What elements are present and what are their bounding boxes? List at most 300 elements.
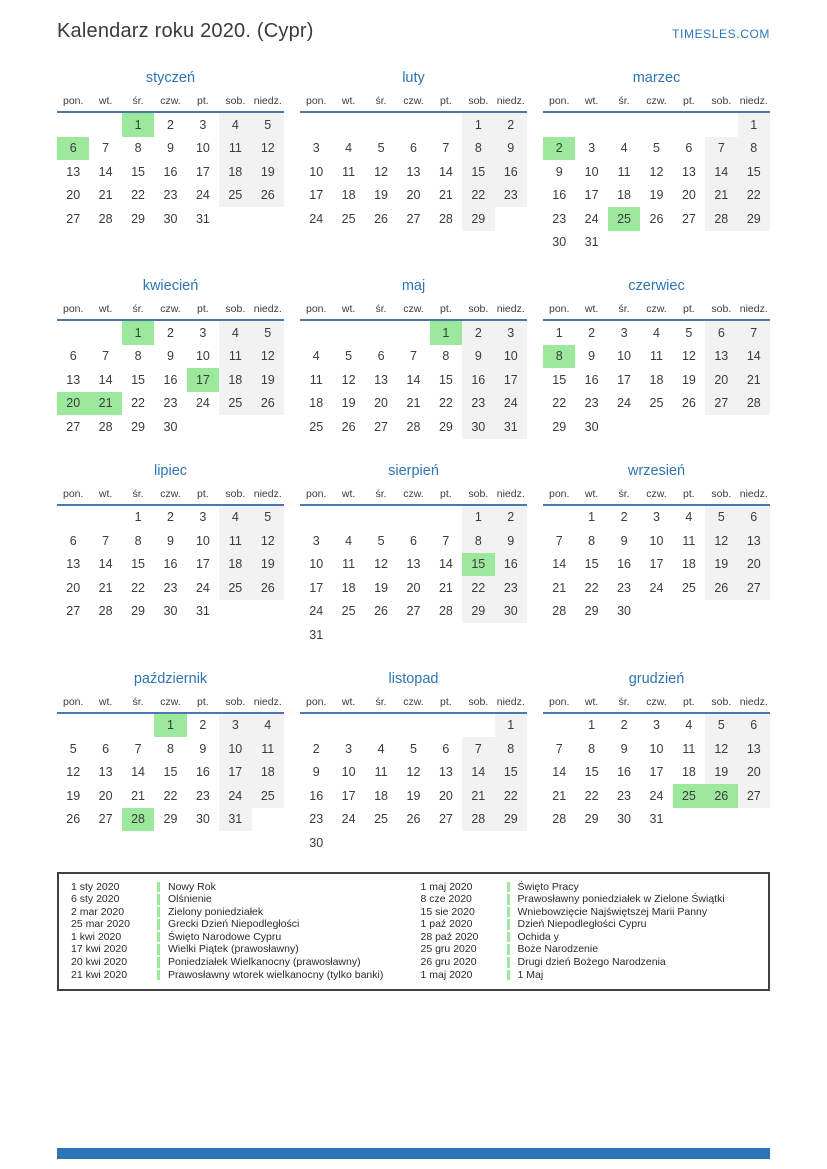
day-september-3: 3 (653, 510, 660, 525)
day-november-12: 12 (406, 765, 421, 780)
day-july-28: 28 (98, 604, 113, 619)
week-row (543, 207, 770, 231)
day-august-7: 7 (442, 533, 450, 548)
month-grid-september (543, 486, 770, 624)
day-december-31: 31 (649, 812, 664, 827)
weekday-header-3: czw. (646, 303, 667, 315)
month-may (300, 278, 527, 439)
day-april-24: 24 (195, 396, 210, 411)
week-row (57, 415, 284, 439)
empty-cell (122, 713, 154, 738)
weekday-header-1: wt. (98, 695, 113, 708)
day-november-6: 6 (442, 741, 450, 756)
day-september-5: 5 (705, 505, 737, 530)
day-october-3: 3 (219, 713, 251, 738)
holiday-marker (507, 882, 510, 893)
day-april-29: 29 (131, 419, 145, 434)
month-october (57, 671, 284, 855)
month-grid-december (543, 694, 770, 832)
empty-cell (89, 112, 121, 137)
holiday-marker (507, 919, 510, 930)
weekday-header-1: wt. (98, 303, 113, 315)
day-november-24: 24 (341, 812, 356, 827)
month-title-december: grudzień (628, 670, 685, 687)
day-july-13: 13 (66, 557, 81, 572)
day-february-18: 18 (341, 188, 356, 203)
holiday-marker (157, 907, 160, 918)
day-july-2: 2 (167, 510, 174, 525)
weekday-header-0: pon. (62, 303, 84, 315)
week-row (543, 415, 770, 439)
legend-item (421, 956, 757, 969)
day-may-11: 11 (309, 372, 323, 387)
day-april-22: 22 (131, 396, 145, 411)
day-march-27: 27 (681, 211, 696, 226)
day-april-30: 30 (163, 419, 178, 434)
month-grid-october (57, 694, 284, 832)
day-april-17: 17 (187, 368, 219, 392)
legend-item (71, 906, 407, 919)
day-january-6: 6 (57, 137, 89, 161)
day-february-9: 9 (495, 137, 527, 161)
day-november-7: 7 (462, 737, 494, 761)
day-april-1: 1 (122, 320, 154, 345)
day-june-23: 23 (584, 396, 599, 411)
day-october-22: 22 (163, 788, 178, 803)
week-row (57, 808, 284, 832)
day-may-19: 19 (341, 396, 356, 411)
weekday-header-5: sob. (468, 303, 489, 315)
day-january-20: 20 (66, 188, 81, 203)
legend-label: Drugi dzień Bożego Narodzenia (517, 956, 666, 969)
day-december-10: 10 (649, 741, 664, 756)
day-august-13: 13 (406, 557, 421, 572)
weekday-header-6: niedz. (739, 95, 768, 107)
weekday-header-1: wt. (584, 95, 599, 107)
week-row (543, 392, 770, 416)
week-row (543, 137, 770, 161)
day-may-31: 31 (495, 415, 527, 439)
legend-date: 20 kwi 2020 (71, 956, 128, 969)
day-april-21: 21 (89, 392, 121, 416)
legend-label: Ochida y (517, 930, 559, 943)
day-march-7: 7 (705, 137, 737, 161)
weekday-header-1: wt. (98, 487, 113, 500)
day-may-26: 26 (341, 419, 356, 434)
empty-cell (397, 505, 429, 530)
month-august (300, 463, 527, 647)
weekday-header-2: śr. (375, 695, 387, 708)
weekday-header-6: niedz. (739, 487, 768, 500)
month-grid-february (300, 93, 527, 231)
week-row (300, 505, 527, 530)
day-june-2: 2 (588, 325, 596, 340)
empty-cell (57, 320, 89, 345)
week-row (543, 505, 770, 530)
day-december-23: 23 (617, 788, 631, 803)
week-row (57, 184, 284, 208)
day-august-25: 25 (341, 604, 356, 619)
weekday-header-1: wt. (341, 303, 356, 315)
day-may-10: 10 (495, 345, 527, 369)
day-august-5: 5 (377, 533, 385, 548)
empty-cell (430, 713, 462, 738)
day-august-18: 18 (341, 580, 356, 595)
day-march-25: 25 (608, 207, 640, 231)
weekday-header-2: śr. (375, 303, 387, 315)
day-february-22: 22 (462, 184, 494, 208)
day-december-28: 28 (552, 812, 567, 827)
week-row (300, 713, 527, 738)
day-march-9: 9 (555, 164, 563, 179)
day-may-17: 17 (495, 368, 527, 392)
day-november-25: 25 (374, 812, 388, 827)
empty-cell (495, 831, 527, 855)
empty-cell (57, 713, 89, 738)
day-december-11: 11 (682, 741, 696, 756)
week-row (300, 184, 527, 208)
day-january-22: 22 (131, 188, 145, 203)
week-row (543, 184, 770, 208)
empty-cell (673, 112, 705, 137)
empty-cell (673, 231, 705, 255)
day-september-10: 10 (649, 533, 664, 548)
weekday-header-1: wt. (584, 487, 599, 500)
weekday-header-5: sob. (711, 695, 732, 708)
day-january-17: 17 (195, 164, 210, 179)
brand-link[interactable]: TIMESLES.COM (672, 27, 770, 41)
weekday-header-0: pon. (305, 487, 327, 500)
weekday-header-4: pt. (440, 487, 452, 500)
day-july-17: 17 (195, 557, 210, 572)
week-row (57, 392, 284, 416)
day-june-15: 15 (552, 372, 567, 387)
day-may-30: 30 (462, 415, 494, 439)
weekday-header-5: sob. (711, 95, 732, 107)
week-row (57, 112, 284, 137)
day-october-20: 20 (98, 788, 113, 803)
empty-cell (705, 600, 737, 624)
day-november-2: 2 (312, 741, 320, 756)
day-august-27: 27 (406, 604, 421, 619)
day-may-29: 29 (438, 419, 453, 434)
weekday-header-2: śr. (375, 487, 387, 500)
day-july-22: 22 (131, 580, 145, 595)
weekday-header-6: niedz. (496, 95, 525, 107)
weekday-header-2: śr. (618, 95, 630, 107)
day-september-6: 6 (738, 505, 770, 530)
day-april-4: 4 (219, 320, 251, 345)
day-january-1: 1 (122, 112, 154, 137)
day-december-8: 8 (588, 741, 596, 756)
day-november-16: 16 (309, 788, 324, 803)
legend-date: 1 maj 2020 (420, 968, 473, 981)
day-august-19: 19 (374, 580, 388, 595)
weekday-header-2: śr. (618, 695, 630, 708)
holiday-marker (507, 970, 510, 981)
week-row (57, 737, 284, 761)
day-march-15: 15 (738, 160, 770, 184)
day-february-13: 13 (406, 164, 421, 179)
weekday-header-3: czw. (403, 487, 424, 500)
day-april-10: 10 (195, 349, 210, 364)
weekday-header-0: pon. (305, 695, 327, 708)
day-august-6: 6 (410, 533, 417, 548)
day-september-2: 2 (620, 510, 628, 525)
day-january-9: 9 (167, 141, 174, 156)
day-october-30: 30 (195, 812, 210, 827)
day-january-3: 3 (199, 117, 207, 132)
empty-cell (705, 415, 737, 439)
weekday-header-5: sob. (468, 695, 489, 708)
day-november-14: 14 (462, 761, 494, 785)
weekday-header-3: czw. (646, 487, 667, 500)
legend-label: Poniedziałek Wielkanocny (prawosławny) (168, 956, 361, 969)
legend-item (421, 931, 757, 944)
weekday-header-3: czw. (646, 95, 667, 107)
week-row (300, 345, 527, 369)
day-april-3: 3 (199, 325, 207, 340)
holiday-marker (507, 957, 510, 968)
weekday-header-6: niedz. (739, 695, 768, 708)
page-title: Kalendarz roku 2020. (Cypr) (57, 20, 314, 42)
week-row (543, 576, 770, 600)
day-september-20: 20 (738, 553, 770, 577)
holiday-marker (157, 944, 160, 955)
weekday-header-1: wt. (584, 695, 599, 708)
day-july-4: 4 (219, 505, 251, 530)
day-october-12: 12 (66, 765, 81, 780)
week-row (300, 137, 527, 161)
week-row (543, 784, 770, 808)
empty-cell (300, 112, 332, 137)
month-july (57, 463, 284, 647)
day-march-18: 18 (617, 188, 631, 203)
legend-item (421, 906, 757, 919)
day-november-27: 27 (438, 812, 453, 827)
day-january-24: 24 (195, 188, 210, 203)
month-grid-july (57, 486, 284, 624)
month-title-november: listopad (388, 670, 439, 687)
empty-cell (332, 112, 364, 137)
day-july-24: 24 (195, 580, 210, 595)
month-grid-january (57, 93, 284, 231)
week-row (300, 392, 527, 416)
day-february-5: 5 (377, 141, 385, 156)
empty-cell (300, 505, 332, 530)
day-may-21: 21 (406, 396, 421, 411)
legend-date: 1 sty 2020 (71, 880, 120, 893)
day-february-27: 27 (406, 211, 421, 226)
day-october-19: 19 (66, 788, 81, 803)
month-march (543, 70, 770, 254)
day-november-30: 30 (309, 835, 324, 850)
month-grid-november (300, 694, 527, 855)
day-february-29: 29 (462, 207, 494, 231)
legend-label: Święto Pracy (517, 880, 579, 893)
day-september-17: 17 (649, 557, 664, 572)
empty-cell (300, 713, 332, 738)
day-june-25: 25 (649, 396, 664, 411)
empty-cell (738, 231, 770, 255)
day-november-18: 18 (374, 788, 388, 803)
weekday-header-3: czw. (160, 487, 181, 500)
weekday-header-2: śr. (618, 303, 630, 315)
day-may-9: 9 (462, 345, 494, 369)
month-title-may: maj (401, 278, 426, 294)
day-october-24: 24 (219, 784, 251, 808)
day-january-28: 28 (98, 211, 113, 226)
week-row (300, 320, 527, 345)
day-december-16: 16 (617, 765, 631, 780)
day-june-12: 12 (681, 349, 696, 364)
weekday-header-4: pt. (683, 487, 695, 500)
day-august-9: 9 (495, 529, 527, 553)
empty-cell (673, 600, 705, 624)
day-march-13: 13 (681, 164, 696, 179)
day-august-8: 8 (462, 529, 494, 553)
day-february-25: 25 (341, 211, 356, 226)
day-march-4: 4 (620, 141, 628, 156)
day-april-19: 19 (252, 368, 284, 392)
weekday-header-1: wt. (341, 695, 356, 708)
day-may-27: 27 (374, 419, 388, 434)
day-august-31: 31 (309, 627, 324, 642)
day-december-30: 30 (617, 812, 631, 827)
day-april-9: 9 (167, 349, 174, 364)
day-march-6: 6 (685, 141, 693, 156)
day-january-12: 12 (252, 137, 284, 161)
holiday-marker (507, 944, 510, 955)
day-april-16: 16 (163, 372, 178, 387)
day-june-5: 5 (685, 325, 693, 340)
day-may-3: 3 (495, 320, 527, 345)
month-september (543, 463, 770, 647)
empty-cell (738, 808, 770, 832)
empty-cell (495, 207, 527, 231)
day-december-25: 25 (673, 784, 705, 808)
day-november-4: 4 (377, 741, 385, 756)
day-april-8: 8 (134, 349, 142, 364)
legend-label: Prawosławny wtorek wielkanocny (tylko banki) (168, 968, 384, 981)
week-row (57, 505, 284, 530)
day-december-26: 26 (705, 784, 737, 808)
week-row (57, 761, 284, 785)
empty-cell (673, 808, 705, 832)
day-may-22: 22 (438, 396, 453, 411)
day-january-23: 23 (163, 188, 178, 203)
day-december-22: 22 (584, 788, 599, 803)
day-april-2: 2 (167, 325, 174, 340)
day-may-23: 23 (462, 392, 494, 416)
weekday-header-2: śr. (375, 95, 387, 107)
week-row (300, 761, 527, 785)
day-december-18: 18 (681, 765, 696, 780)
week-row (543, 808, 770, 832)
day-march-29: 29 (738, 207, 770, 231)
holiday-marker (157, 882, 160, 893)
empty-cell (219, 415, 251, 439)
legend-label: Dzień Niepodległości Cypru (517, 918, 647, 931)
month-february (300, 70, 527, 254)
week-row (300, 160, 527, 184)
day-november-21: 21 (462, 784, 494, 808)
day-september-16: 16 (617, 557, 631, 572)
weekday-header-4: pt. (197, 303, 209, 315)
weekday-header-3: czw. (403, 303, 424, 315)
weekday-header-6: niedz. (253, 487, 282, 500)
week-row (57, 529, 284, 553)
day-february-3: 3 (312, 141, 320, 156)
day-august-10: 10 (309, 557, 324, 572)
empty-cell (332, 320, 364, 345)
day-august-26: 26 (374, 604, 388, 619)
day-march-16: 16 (552, 188, 567, 203)
month-april (57, 278, 284, 439)
day-june-13: 13 (705, 345, 737, 369)
day-august-29: 29 (462, 600, 494, 624)
day-may-2: 2 (462, 320, 494, 345)
empty-cell (397, 320, 429, 345)
day-january-13: 13 (66, 164, 81, 179)
day-february-4: 4 (345, 141, 353, 156)
week-row (300, 368, 527, 392)
legend-date: 21 kwi 2020 (71, 968, 128, 981)
day-march-14: 14 (705, 160, 737, 184)
weekday-header-2: śr. (132, 95, 144, 107)
day-september-4: 4 (685, 510, 693, 525)
day-october-15: 15 (163, 765, 178, 780)
empty-cell (89, 505, 121, 530)
day-november-28: 28 (462, 808, 494, 832)
day-may-24: 24 (495, 392, 527, 416)
day-february-20: 20 (406, 188, 421, 203)
day-january-21: 21 (98, 188, 113, 203)
weekday-header-3: czw. (646, 695, 667, 708)
week-row (57, 553, 284, 577)
day-september-30: 30 (617, 604, 631, 619)
day-july-15: 15 (131, 557, 145, 572)
day-june-16: 16 (584, 372, 599, 387)
day-june-20: 20 (705, 368, 737, 392)
day-may-8: 8 (442, 349, 450, 364)
day-june-28: 28 (738, 392, 770, 416)
day-december-3: 3 (653, 718, 660, 733)
day-october-7: 7 (134, 741, 142, 756)
day-december-6: 6 (738, 713, 770, 738)
empty-cell (365, 505, 397, 530)
legend-date: 17 kwi 2020 (71, 943, 128, 956)
day-october-28: 28 (122, 808, 154, 832)
empty-cell (332, 623, 364, 647)
day-july-6: 6 (69, 533, 77, 548)
day-june-29: 29 (552, 419, 567, 434)
month-january (57, 70, 284, 254)
weekday-header-3: czw. (160, 695, 181, 708)
week-row (543, 553, 770, 577)
weekday-header-5: sob. (468, 95, 489, 107)
legend-label: Nowy Rok (168, 880, 216, 893)
weekday-header-4: pt. (683, 303, 695, 315)
week-row (300, 553, 527, 577)
month-title-july: lipiec (153, 462, 188, 479)
empty-cell (365, 112, 397, 137)
legend-item (71, 881, 407, 894)
day-september-29: 29 (584, 604, 599, 619)
holiday-marker (157, 970, 160, 981)
week-row (57, 345, 284, 369)
empty-cell (252, 808, 284, 832)
